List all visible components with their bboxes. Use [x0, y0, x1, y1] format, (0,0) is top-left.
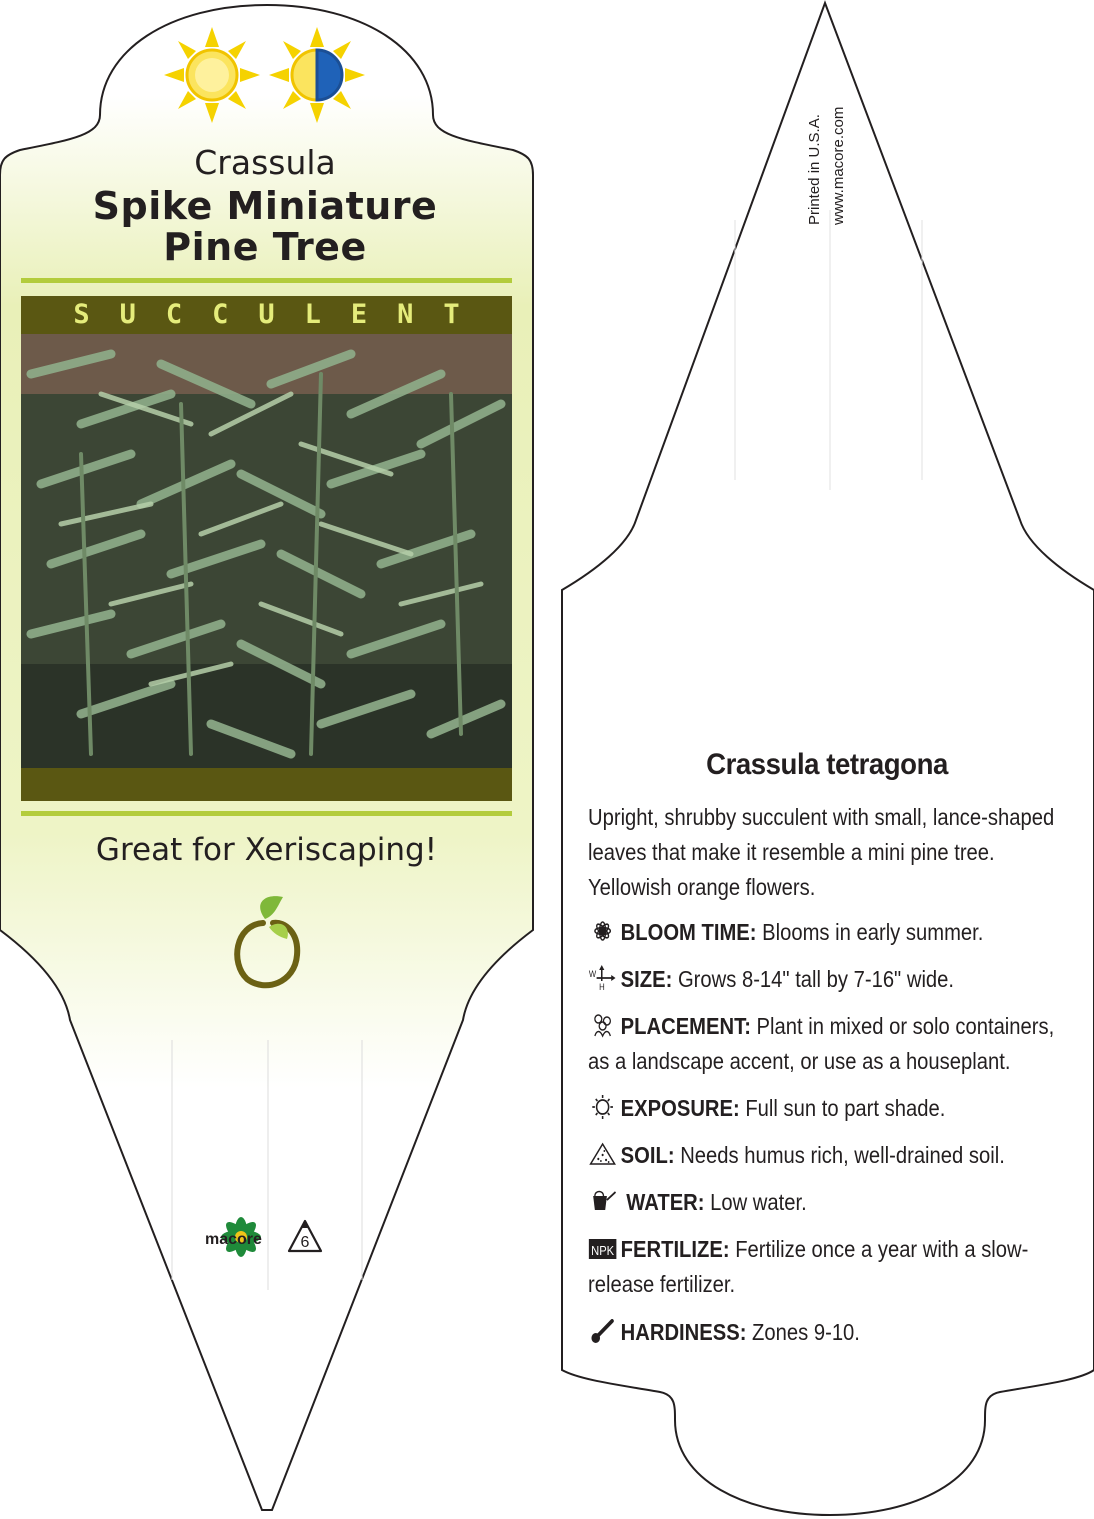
scientific-name: Crassula tetragona — [706, 748, 948, 781]
bloom-time-label: BLOOM TIME: — [620, 919, 757, 945]
size-label: SIZE: — [620, 966, 673, 992]
size-text: Grows 8-14" tall by 7-16" wide. — [677, 966, 955, 992]
size-row — [588, 962, 1068, 997]
svg-text:NPK: NPK — [591, 1243, 615, 1259]
recycle-code: 6 — [300, 1234, 310, 1251]
svg-text:H: H — [599, 981, 605, 991]
svg-text:W: W — [588, 968, 597, 980]
printed-credit — [806, 60, 847, 230]
water-label: WATER: — [626, 1189, 705, 1215]
plant-photo — [21, 334, 512, 768]
soil-icon — [588, 1141, 617, 1167]
website: www.macore.com — [830, 106, 847, 225]
placement-text: Plant in mixed or solo containers, as a landscape accent, or use as a houseplant. — [588, 1013, 1055, 1074]
genus-name: Crassula — [194, 143, 336, 182]
thermometer-icon — [588, 1318, 617, 1344]
bloom-time-text: Blooms in early summer. — [762, 919, 984, 945]
soil-row — [588, 1138, 1068, 1173]
water-text: Low water. — [710, 1189, 807, 1215]
water-row — [588, 1185, 1068, 1220]
part-sun-icon — [269, 27, 365, 123]
common-name — [30, 186, 500, 268]
description: Upright, shrubby succulent with small, lance-shaped leaves that make it resemble a mini pine tree. Yellowish orange flowers. — [588, 804, 1055, 900]
soil-label: SOIL: — [620, 1142, 675, 1168]
fertilize-text: Fertilize once a year with a slow-release fertilizer. — [588, 1236, 1029, 1297]
hardiness-row — [588, 1315, 1068, 1350]
hardiness-text: Zones 9-10. — [752, 1319, 860, 1345]
fertilize-label: FERTILIZE: — [620, 1236, 730, 1262]
accent-band-bottom — [21, 811, 512, 816]
exposure-icons — [160, 22, 370, 132]
brand-name: macore — [205, 1231, 262, 1248]
sprout-logo-icon — [225, 893, 305, 993]
placement-row — [588, 1009, 1068, 1079]
plants-icon — [588, 1012, 617, 1038]
tagline: Great for Xeriscaping! — [95, 832, 438, 868]
sun-icon — [588, 1094, 617, 1120]
printed-in: Printed in U.S.A. — [806, 114, 823, 225]
photo-bottom-bar — [21, 768, 512, 801]
bloom-time-row — [588, 915, 1068, 950]
common-name-line2: Pine Tree — [163, 225, 367, 269]
exposure-text: Full sun to part shade. — [745, 1095, 946, 1121]
flower-icon — [588, 918, 617, 944]
exposure-label: EXPOSURE: — [620, 1095, 740, 1121]
placement-label: PLACEMENT: — [620, 1013, 751, 1039]
fertilize-row — [588, 1232, 1068, 1302]
watering-can-icon — [588, 1188, 617, 1214]
recycle-icon — [285, 1218, 325, 1258]
category-label: SUCCULENT — [73, 299, 490, 330]
soil-text: Needs humus rich, well-drained soil. — [680, 1142, 1005, 1168]
common-name-line1: Spike Miniature — [92, 184, 438, 228]
full-sun-icon — [164, 27, 260, 123]
exposure-row — [588, 1091, 1068, 1126]
hardiness-label: HARDINESS: — [620, 1319, 747, 1345]
npk-icon — [588, 1235, 617, 1261]
size-icon — [588, 965, 617, 991]
accent-band-top — [21, 278, 512, 283]
